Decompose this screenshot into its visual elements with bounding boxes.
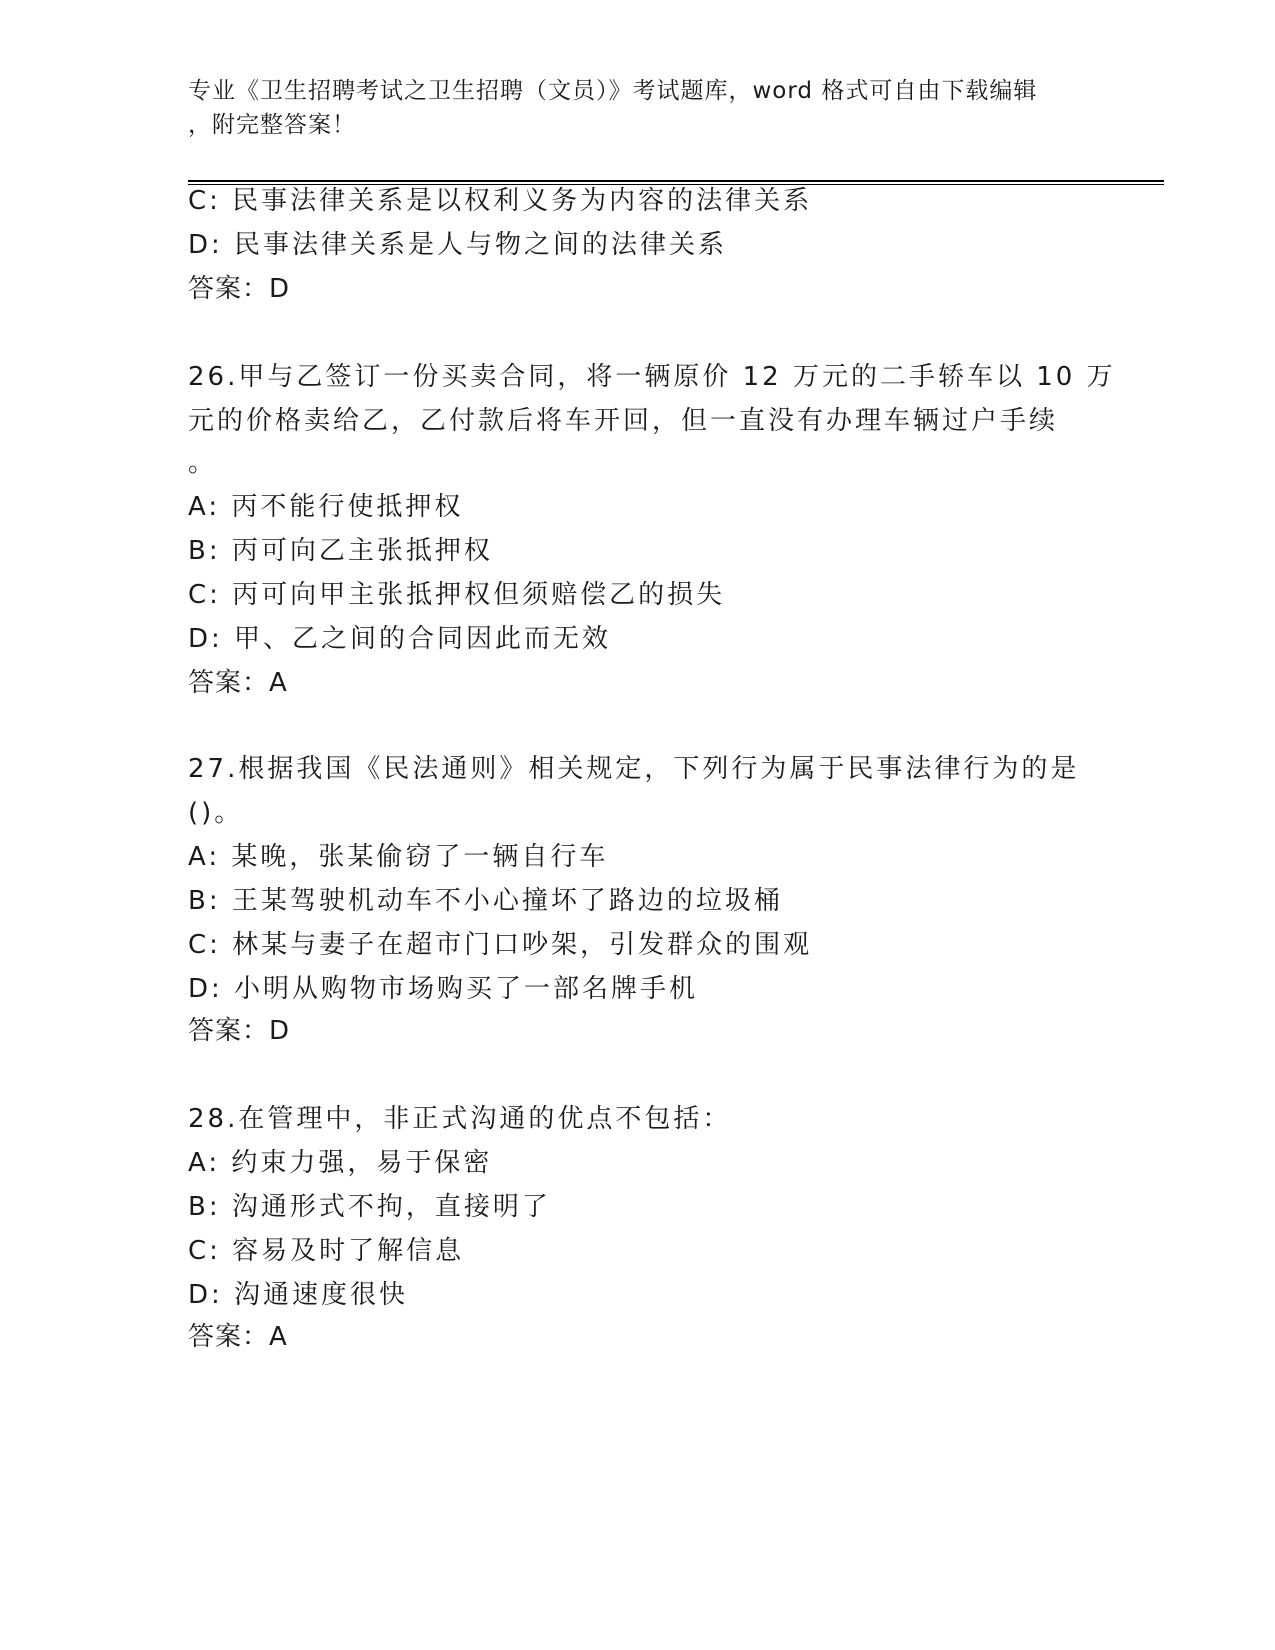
q27-option-d: D: 小明从购物市场购买了一部名牌手机	[188, 974, 699, 1004]
q26-stem-line-2: 元的价格卖给乙，乙付款后将车开回，但一直没有办理车辆过户手续	[188, 406, 1059, 436]
q28-option-d: D: 沟通速度很快	[188, 1280, 409, 1310]
document-header	[188, 74, 1088, 142]
q25-option-d: D: 民事法律关系是人与物之间的法律关系	[188, 230, 728, 260]
q25-option-c: C: 民事法律关系是以权利义务为内容的法律关系	[188, 186, 813, 216]
q26-answer: 答案：A	[188, 668, 288, 698]
q28-option-c: C: 容易及时了解信息	[188, 1236, 465, 1266]
q26-option-a: A: 丙不能行使抵押权	[188, 492, 464, 522]
header-line-2: ，附完整答案！	[188, 112, 356, 138]
q27-option-b: B: 王某驾驶机动车不小心撞坏了路边的垃圾桶	[188, 886, 783, 916]
q26-option-d: D: 甲、乙之间的合同因此而无效	[188, 624, 612, 654]
q28-stem-line-1: 28.在管理中，非正式沟通的优点不包括：	[188, 1104, 732, 1134]
q27-stem-line-2: ()。	[188, 798, 244, 828]
header-rule-thick	[188, 180, 1164, 182]
q26-stem-line-1: 26.甲与乙签订一份买卖合同，将一辆原价 12 万元的二手轿车以 10 万	[188, 362, 1116, 392]
q27-option-a: A: 某晚，张某偷窃了一辆自行车	[188, 842, 609, 872]
q26-stem-line-3: 。	[188, 448, 218, 478]
q28-option-a: A: 约束力强，易于保密	[188, 1148, 493, 1178]
q28-answer: 答案：A	[188, 1322, 288, 1352]
q27-answer: 答案：D	[188, 1016, 291, 1046]
q27-option-c: C: 林某与妻子在超市门口吵架，引发群众的围观	[188, 930, 813, 960]
q26-option-c: C: 丙可向甲主张抵押权但须赔偿乙的损失	[188, 580, 726, 610]
q26-option-b: B: 丙可向乙主张抵押权	[188, 536, 493, 566]
header-line-1: 专业《卫生招聘考试之卫生招聘（文员）》考试题库，word 格式可自由下载编辑	[188, 78, 1038, 104]
q25-answer: 答案：D	[188, 274, 291, 304]
q27-stem-line-1: 27.根据我国《民法通则》相关规定，下列行为属于民事法律行为的是	[188, 754, 1080, 784]
q28-option-b: B: 沟通形式不拘，直接明了	[188, 1192, 551, 1222]
